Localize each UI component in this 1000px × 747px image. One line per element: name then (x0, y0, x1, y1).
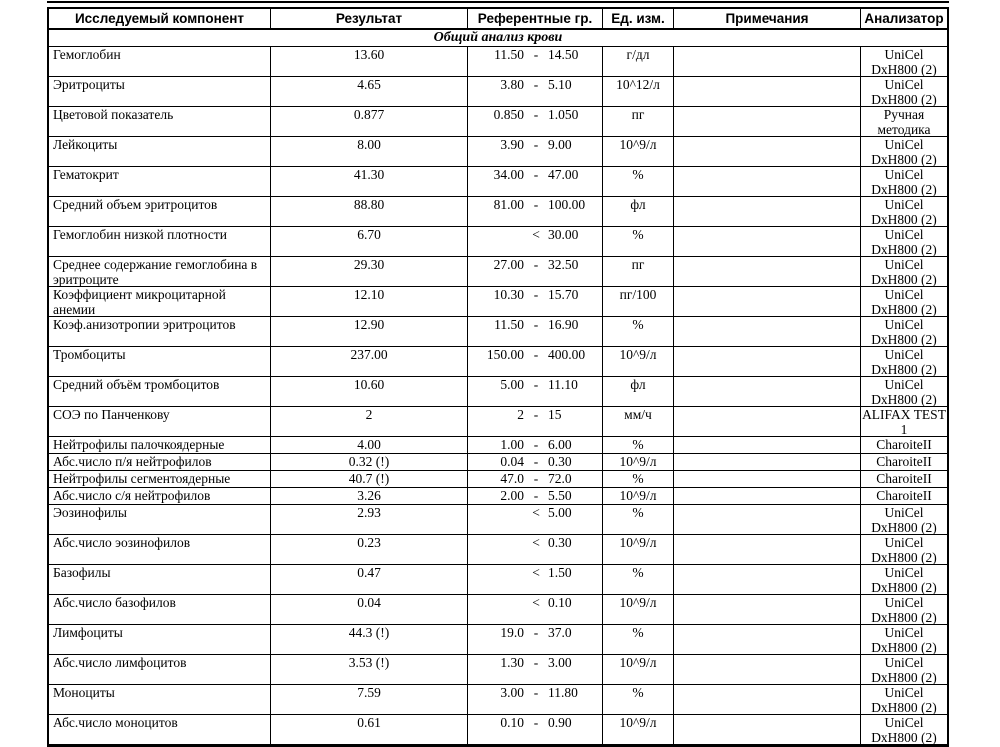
table-row (49, 505, 947, 535)
section-title: Общий анализ крови (433, 30, 563, 45)
result-cell: 40.7 (!) (271, 471, 468, 487)
reference-high: 5.00 (548, 505, 572, 520)
note-cell (674, 107, 861, 136)
component-cell: Абс.число п/я нейтрофилов (49, 454, 271, 470)
component-cell: Средний объем эритроцитов (49, 197, 271, 226)
reference-cell (468, 437, 603, 453)
table-row (49, 167, 947, 197)
column-header-reference: Референтные гр. (468, 9, 603, 28)
reference-separator: < (532, 595, 540, 610)
analyzer-cell: UniCel DxH800 (2) (871, 565, 937, 594)
reference-low: 34.00 (493, 167, 524, 182)
reference-cell (468, 377, 603, 406)
reference-cell (468, 137, 603, 166)
result-cell: 41.30 (271, 167, 468, 196)
note-cell (674, 595, 861, 624)
unit-cell: % (603, 685, 674, 714)
reference-low: 10.30 (493, 287, 524, 302)
note-cell (674, 655, 861, 684)
reference-cell (468, 227, 603, 256)
reference-low: 3.80 (500, 77, 524, 92)
analyzer-cell: UniCel DxH800 (2) (871, 227, 937, 256)
reference-separator: - (533, 488, 539, 503)
result-cell: 44.3 (!) (271, 625, 468, 654)
reference-low: 3.90 (500, 137, 524, 152)
reference-low: 2.00 (500, 488, 524, 503)
table-row (49, 287, 947, 317)
note-cell (674, 287, 861, 316)
result-cell: 0.61 (271, 715, 468, 744)
reference-low (472, 536, 524, 564)
table-row (49, 137, 947, 167)
reference-separator: - (533, 625, 539, 640)
column-header-notes: Примечания (674, 9, 861, 28)
reference-separator: - (533, 347, 539, 362)
reference-low: 11.50 (494, 317, 524, 332)
reference-separator: - (533, 437, 539, 452)
analyzer-cell: UniCel DxH800 (2) (871, 197, 937, 226)
analyzer-cell: UniCel DxH800 (2) (871, 715, 937, 744)
result-cell: 237.00 (271, 347, 468, 376)
analyzer-cell: UniCel DxH800 (2) (871, 257, 937, 286)
reference-cell (468, 595, 603, 624)
unit-cell: 10^9/л (603, 715, 674, 744)
reference-separator: - (533, 454, 539, 469)
reference-high: 15 (548, 407, 562, 422)
column-header-analyzer: Анализатор (864, 11, 944, 26)
component-cell: СОЭ по Панченкову (49, 407, 271, 436)
unit-cell: % (603, 167, 674, 196)
note-cell (674, 257, 861, 286)
reference-separator: - (533, 137, 539, 152)
reference-cell (468, 107, 603, 136)
unit-cell: 10^9/л (603, 454, 674, 470)
reference-high: 32.50 (548, 257, 579, 272)
table-row (49, 595, 947, 625)
note-cell (674, 227, 861, 256)
reference-low: 0.850 (493, 107, 524, 122)
note-cell (674, 505, 861, 534)
analyzer-cell: UniCel DxH800 (2) (871, 535, 937, 564)
unit-cell: % (603, 471, 674, 487)
table-row (49, 488, 947, 505)
analyzer-cell: UniCel DxH800 (2) (871, 377, 937, 406)
page-top-rule (47, 1, 949, 3)
table-row (49, 715, 947, 745)
reference-low: 0.04 (500, 454, 524, 469)
reference-cell (468, 167, 603, 196)
result-cell: 13.60 (271, 47, 468, 76)
reference-high: 14.50 (548, 47, 579, 62)
reference-separator: - (533, 287, 539, 302)
component-cell: Коэффициент микроцитарной анемии (49, 287, 271, 316)
reference-high: 72.0 (548, 471, 572, 486)
unit-cell: 10^9/л (603, 595, 674, 624)
reference-cell (468, 257, 603, 286)
unit-cell: 10^9/л (603, 535, 674, 564)
reference-cell (468, 685, 603, 714)
unit-cell: % (603, 317, 674, 346)
reference-cell (468, 715, 603, 744)
note-cell (674, 407, 861, 436)
component-cell: Гематокрит (49, 167, 271, 196)
reference-high: 16.90 (548, 317, 579, 332)
reference-separator: < (532, 565, 540, 580)
result-cell: 4.00 (271, 437, 468, 453)
reference-separator: - (533, 257, 539, 272)
reference-high: 3.00 (548, 655, 572, 670)
note-cell (674, 47, 861, 76)
reference-low: 11.50 (494, 47, 524, 62)
analyzer-cell: UniCel DxH800 (2) (871, 287, 937, 316)
result-cell: 4.65 (271, 77, 468, 106)
table-row (49, 377, 947, 407)
reference-separator: - (533, 407, 539, 422)
reference-cell (468, 197, 603, 226)
reference-cell (468, 47, 603, 76)
reference-cell (468, 655, 603, 684)
reference-high: 5.50 (548, 488, 572, 503)
reference-low: 2 (517, 407, 524, 422)
unit-cell: % (603, 565, 674, 594)
column-header-units: Ед. изм. (603, 9, 674, 28)
table-row (49, 227, 947, 257)
table-header-row (49, 9, 947, 30)
component-cell: Лимфоциты (49, 625, 271, 654)
reference-cell (468, 488, 603, 504)
unit-cell: фл (603, 197, 674, 226)
reference-low: 5.00 (500, 377, 524, 392)
component-cell: Моноциты (49, 685, 271, 714)
reference-low: 27.00 (493, 257, 524, 272)
component-cell: Тромбоциты (49, 347, 271, 376)
result-cell: 0.23 (271, 535, 468, 564)
reference-cell (468, 535, 603, 564)
reference-high: 9.00 (548, 137, 572, 152)
note-cell (674, 565, 861, 594)
reference-low: 3.00 (500, 685, 524, 700)
note-cell (674, 137, 861, 166)
note-cell (674, 625, 861, 654)
table-body (49, 47, 947, 745)
table-row (49, 685, 947, 715)
table-row (49, 535, 947, 565)
result-cell: 0.47 (271, 565, 468, 594)
reference-high: 0.90 (548, 715, 572, 730)
note-cell (674, 715, 861, 744)
reference-high: 5.10 (548, 77, 572, 92)
reference-cell (468, 625, 603, 654)
analyzer-cell: UniCel DxH800 (2) (871, 685, 937, 714)
reference-low (472, 228, 524, 256)
component-cell: Цветовой показатель (49, 107, 271, 136)
result-cell: 3.26 (271, 488, 468, 504)
component-cell: Коэф.анизотропии эритроцитов (49, 317, 271, 346)
analyzer-cell: UniCel DxH800 (2) (871, 505, 937, 534)
reference-low: 47.0 (500, 471, 524, 486)
table-row (49, 407, 947, 437)
component-cell: Абс.число моноцитов (49, 715, 271, 744)
reference-separator: < (532, 535, 540, 550)
unit-cell: г/дл (603, 47, 674, 76)
reference-low: 81.00 (493, 197, 524, 212)
reference-separator: - (533, 167, 539, 182)
analyzer-cell: UniCel DxH800 (2) (871, 655, 937, 684)
component-cell: Базофилы (49, 565, 271, 594)
reference-separator: - (533, 317, 539, 332)
note-cell (674, 197, 861, 226)
reference-low: 19.0 (500, 625, 524, 640)
result-cell: 12.10 (271, 287, 468, 316)
analyzer-cell: UniCel DxH800 (2) (871, 167, 937, 196)
component-cell: Эозинофилы (49, 505, 271, 534)
unit-cell: 10^9/л (603, 137, 674, 166)
reference-low: 150.00 (486, 347, 524, 362)
analyzer-cell: CharoiteII (876, 437, 932, 452)
table-row (49, 77, 947, 107)
result-cell: 6.70 (271, 227, 468, 256)
component-cell: Среднее содержание гемоглобина в эритроците (49, 257, 271, 286)
result-cell: 29.30 (271, 257, 468, 286)
reference-cell (468, 287, 603, 316)
unit-cell: пг (603, 257, 674, 286)
analyzer-cell: UniCel DxH800 (2) (871, 347, 937, 376)
reference-high: 100.00 (548, 197, 586, 212)
component-cell: Абс.число с/я нейтрофилов (49, 488, 271, 504)
reference-high: 0.30 (548, 535, 572, 550)
reference-separator: - (533, 47, 539, 62)
reference-separator: - (533, 197, 539, 212)
analyzer-cell: UniCel DxH800 (2) (871, 595, 937, 624)
component-cell: Абс.число базофилов (49, 595, 271, 624)
column-header-result: Результат (271, 9, 468, 28)
note-cell (674, 471, 861, 487)
reference-low: 0.10 (500, 715, 524, 730)
note-cell (674, 437, 861, 453)
result-cell: 10.60 (271, 377, 468, 406)
analyzer-cell: ALIFAX TEST 1 (862, 407, 946, 436)
result-cell: 0.04 (271, 595, 468, 624)
table-row (49, 655, 947, 685)
reference-high: 1.050 (548, 107, 579, 122)
reference-low: 1.00 (500, 437, 524, 452)
section-title-row (49, 30, 947, 47)
reference-cell (468, 565, 603, 594)
table-row (49, 471, 947, 488)
table-row (49, 47, 947, 77)
component-cell: Абс.число эозинофилов (49, 535, 271, 564)
table-row (49, 437, 947, 454)
reference-separator: - (533, 685, 539, 700)
analyzer-cell: CharoiteII (876, 454, 932, 469)
lab-results-table (47, 7, 949, 747)
note-cell (674, 488, 861, 504)
result-cell: 0.877 (271, 107, 468, 136)
reference-high: 6.00 (548, 437, 572, 452)
note-cell (674, 535, 861, 564)
result-cell: 3.53 (!) (271, 655, 468, 684)
analyzer-cell: UniCel DxH800 (2) (871, 77, 937, 106)
table-row (49, 565, 947, 595)
column-header-component: Исследуемый компонент (49, 9, 271, 28)
result-cell: 8.00 (271, 137, 468, 166)
component-cell: Гемоглобин (49, 47, 271, 76)
note-cell (674, 454, 861, 470)
component-cell: Нейтрофилы палочкоядерные (49, 437, 271, 453)
component-cell: Лейкоциты (49, 137, 271, 166)
table-row (49, 625, 947, 655)
unit-cell: 10^9/л (603, 488, 674, 504)
reference-low: 1.30 (500, 655, 524, 670)
reference-separator: - (533, 377, 539, 392)
reference-high: 11.80 (548, 685, 578, 700)
reference-separator: < (532, 505, 540, 520)
analyzer-cell: UniCel DxH800 (2) (871, 317, 937, 346)
analyzer-cell: CharoiteII (876, 471, 932, 486)
table-row (49, 347, 947, 377)
reference-high: 37.0 (548, 625, 572, 640)
note-cell (674, 685, 861, 714)
table-row (49, 107, 947, 137)
table-row (49, 454, 947, 471)
unit-cell: 10^12/л (603, 77, 674, 106)
note-cell (674, 317, 861, 346)
unit-cell: 10^9/л (603, 347, 674, 376)
reference-high: 47.00 (548, 167, 579, 182)
reference-cell (468, 317, 603, 346)
reference-separator: < (532, 227, 540, 242)
reference-cell (468, 471, 603, 487)
reference-low (472, 566, 524, 594)
unit-cell: пг/100 (603, 287, 674, 316)
reference-high: 1.50 (548, 565, 572, 580)
unit-cell: 10^9/л (603, 655, 674, 684)
result-cell: 2.93 (271, 505, 468, 534)
result-cell: 2 (271, 407, 468, 436)
reference-high: 11.10 (548, 377, 578, 392)
reference-separator: - (533, 77, 539, 92)
reference-cell (468, 505, 603, 534)
unit-cell: фл (603, 377, 674, 406)
table-row (49, 317, 947, 347)
unit-cell: % (603, 505, 674, 534)
analyzer-cell: Ручная методика (877, 107, 931, 136)
reference-separator: - (533, 471, 539, 486)
reference-low (472, 596, 524, 624)
reference-high: 30.00 (548, 227, 579, 242)
reference-separator: - (533, 655, 539, 670)
unit-cell: % (603, 227, 674, 256)
component-cell: Нейтрофилы сегментоядерные (49, 471, 271, 487)
unit-cell: % (603, 625, 674, 654)
analyzer-cell: UniCel DxH800 (2) (871, 47, 937, 76)
unit-cell: % (603, 437, 674, 453)
reference-cell (468, 77, 603, 106)
reference-high: 0.30 (548, 454, 572, 469)
note-cell (674, 167, 861, 196)
reference-low (472, 506, 524, 534)
analyzer-cell: CharoiteII (876, 488, 932, 503)
reference-cell (468, 347, 603, 376)
component-cell: Средний объём тромбоцитов (49, 377, 271, 406)
component-cell: Эритроциты (49, 77, 271, 106)
reference-cell (468, 454, 603, 470)
result-cell: 88.80 (271, 197, 468, 226)
component-cell: Гемоглобин низкой плотности (49, 227, 271, 256)
result-cell: 7.59 (271, 685, 468, 714)
note-cell (674, 77, 861, 106)
reference-separator: - (533, 107, 539, 122)
reference-cell (468, 407, 603, 436)
note-cell (674, 377, 861, 406)
analyzer-cell: UniCel DxH800 (2) (871, 625, 937, 654)
result-cell: 12.90 (271, 317, 468, 346)
reference-high: 0.10 (548, 595, 572, 610)
unit-cell: мм/ч (603, 407, 674, 436)
table-row (49, 257, 947, 287)
table-row (49, 197, 947, 227)
reference-separator: - (533, 715, 539, 730)
component-cell: Абс.число лимфоцитов (49, 655, 271, 684)
note-cell (674, 347, 861, 376)
result-cell: 0.32 (!) (271, 454, 468, 470)
reference-high: 400.00 (548, 347, 586, 362)
unit-cell: пг (603, 107, 674, 136)
analyzer-cell: UniCel DxH800 (2) (871, 137, 937, 166)
reference-high: 15.70 (548, 287, 579, 302)
